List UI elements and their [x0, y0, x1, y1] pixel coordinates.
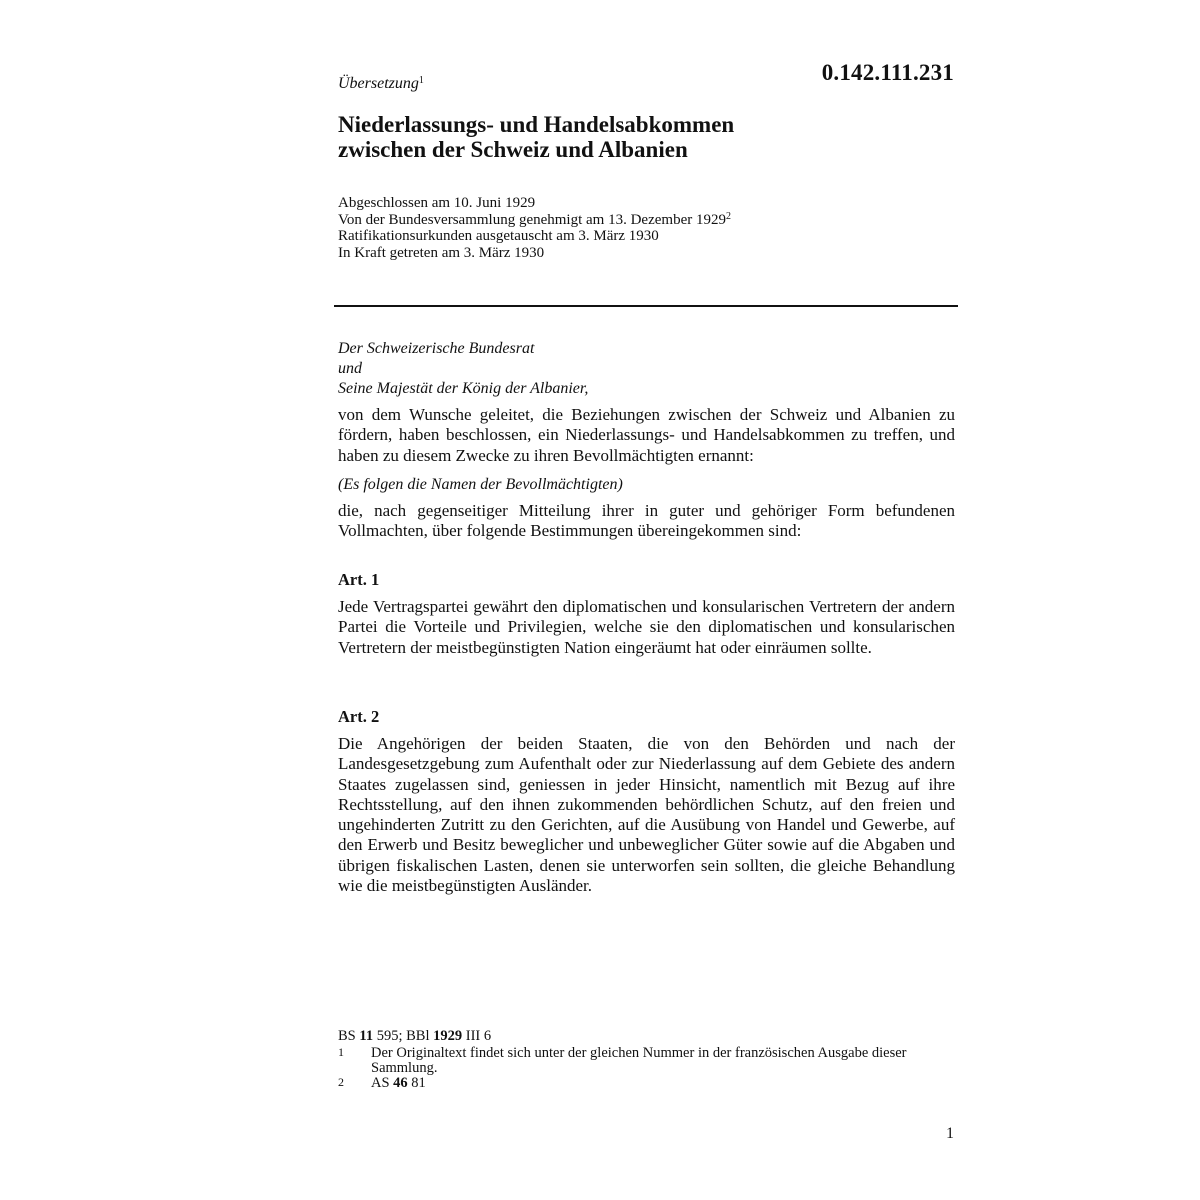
source-bs-prefix: BS	[338, 1028, 360, 1044]
translation-label	[338, 75, 424, 93]
plenipotentiaries-note: (Es folgen die Namen der Bevollmächtigten)	[338, 476, 623, 493]
party-2: Seine Majestät der König der Albanier,	[338, 380, 589, 397]
article-2-text: Die Angehörigen der beiden Staaten, die von den Behörden und nach der Landesgesetzgebung zum Aufenthalt oder zur Niederlassung auf dem Gebiete des andern Staates zugelassen sind, geniessen in jeder Hinsicht, namentlich mit Bezug auf ihre Rechtsstellung, auf den ihnen zukommenden behördlichen Schutz, auf den freien und ungehinderten Zutritt zu den Gerichten, auf die Ausübung von Handel und Gewerbe, auf den Erwerb und Besitz beweglicher und unbeweglicher Güter sowie auf die Abgaben und übrigen fiskalischen Lasten, denen sie unterworfen sein sollten, die gleiche Behandlung wie die meistbegünstigten Ausländer.	[338, 734, 955, 896]
page-number: 1	[946, 1125, 954, 1142]
party-1: Der Schweizerische Bundesrat	[338, 340, 535, 357]
footnote-2	[338, 1076, 958, 1091]
source-bbl-year: 1929	[433, 1028, 463, 1044]
footnote-2-page: 81	[407, 1075, 426, 1091]
article-2-heading: Art. 2	[338, 707, 380, 726]
title-line-2: zwischen der Schweiz und Albanien	[338, 137, 688, 162]
article-1-heading: Art. 1	[338, 570, 380, 589]
footnote-1	[338, 1046, 958, 1076]
footnote-ref-1[interactable]: 1	[418, 75, 424, 86]
footnote-2-text	[371, 1076, 958, 1091]
document-title	[338, 112, 958, 162]
source-bs-volume: 11	[359, 1028, 374, 1044]
header-divider	[334, 305, 958, 307]
translation-label-text: Übersetzung	[338, 75, 419, 92]
footnote-ref-2[interactable]: 2	[725, 210, 731, 222]
footnote-2-volume: 46	[393, 1075, 408, 1091]
footnote-1-number: 1	[338, 1045, 344, 1059]
title-line-1: Niederlassungs- und Handelsabkommen	[338, 112, 735, 137]
source-reference	[338, 1029, 958, 1044]
treaty-metadata	[338, 195, 958, 261]
footnotes	[338, 1029, 958, 1091]
footnote-2-number: 2	[338, 1075, 344, 1089]
footnote-1-text: Der Originaltext findet sich unter der gleichen Nummer in der französischen Ausgabe dieser Sammlung.	[371, 1045, 907, 1076]
source-bbl-rest: III 6	[462, 1028, 492, 1044]
preamble-paragraph-2: die, nach gegenseitiger Mitteilung ihrer in guter und gehöriger Form befundenen Vollmachten, über folgende Bestimmungen übereingekommen sind:	[338, 501, 955, 541]
party-conjunction: und	[338, 360, 362, 377]
meta-ratification: Ratifikationsurkunden ausgetauscht am 3. März 1930	[338, 228, 659, 244]
meta-concluded: Abgeschlossen am 10. Juni 1929	[338, 195, 536, 211]
sr-number: 0.142.111.231	[821, 60, 954, 85]
preamble-parties	[338, 339, 958, 399]
preamble-paragraph-1: von dem Wunsche geleitet, die Beziehungen zwischen der Schweiz und Albanien zu fördern, haben beschlossen, ein Niederlassungs- und Handelsabkommen zu treffen, und haben zu diesem Zwecke zu ihren Bevollmächtigten ernannt:	[338, 405, 955, 465]
meta-approved-text: Von der Bundesversammlung genehmigt am 13. Dezember 1929	[338, 211, 726, 228]
meta-approved	[338, 212, 958, 229]
meta-in-force: In Kraft getreten am 3. März 1930	[338, 244, 545, 261]
footnote-2-prefix: AS	[371, 1075, 394, 1091]
article-1-text: Jede Vertragspartei gewährt den diplomatischen und konsularischen Vertretern der andern Partei die Vorteile und Privilegien, welche sie den diplomatischen und konsularischen Vertretern der meistbegünstigten Nation eingeräumt hat oder einräumen sollte.	[338, 597, 955, 657]
source-bs-page: 595; BBl	[373, 1028, 434, 1044]
